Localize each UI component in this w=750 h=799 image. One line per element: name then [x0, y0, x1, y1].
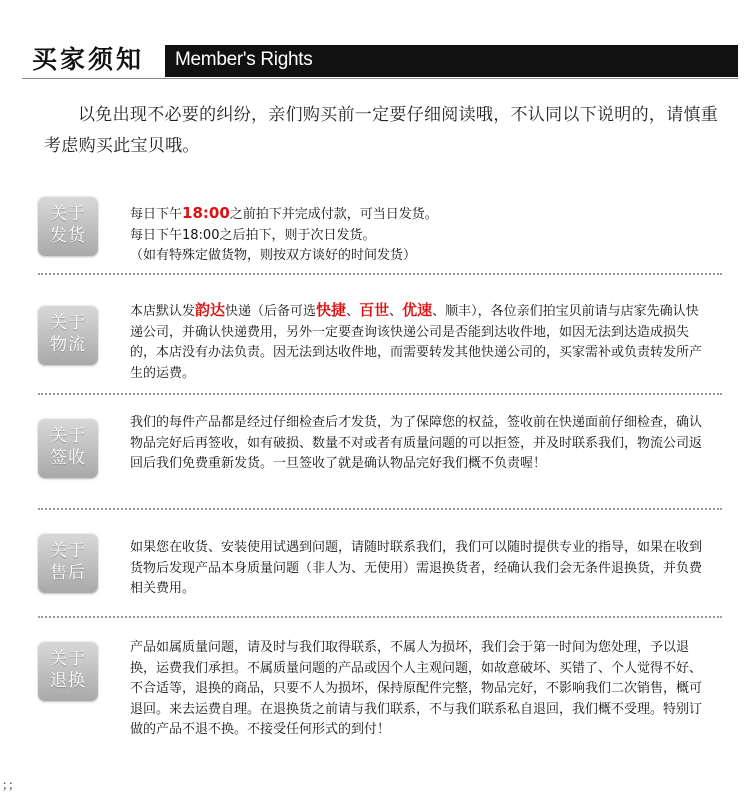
badge-signing	[38, 418, 98, 478]
body-line: 每日下午18:00之后拍下，则于次日发货。	[130, 227, 376, 243]
section-body: 如果您在收货、安装使用试遇到问题，请随时联系我们，我们可以随时提供专业的指导，如果在收到货物后发现产品本身质量问题（非人为、无使用）需退换货者，经确认我们会无条件退换货，并负费相关费用。	[130, 540, 703, 596]
title-cn: 买家须知	[32, 45, 145, 74]
badge-line-2: 签收	[50, 448, 86, 468]
badge-line-2: 退换	[50, 671, 86, 691]
badge-after-sales	[38, 533, 98, 593]
dotted-divider	[38, 508, 722, 510]
badge-line-1: 关于	[50, 426, 86, 446]
badge-line-1: 关于	[50, 649, 86, 669]
text-run: 之前拍下并完成付款，可当日发货。	[229, 207, 438, 222]
title-en: Member's Rights	[175, 49, 313, 70]
courier-highlight: 快捷	[316, 301, 347, 319]
header	[22, 36, 738, 80]
badge-line-2: 物流	[50, 335, 86, 355]
badge-line-1: 关于	[50, 313, 86, 333]
badge-returns	[38, 641, 98, 701]
courier-highlight: 百世	[359, 301, 390, 319]
section-body: 我们的每件产品都是经过仔细检查后才发货，为了保障您的权益，签收前在快递面前仔细检查，确认物品完好后再签收，如有破损、数量不对或者有质量问题的可以拒签，并及时联系我们，物流公司返回后我们免费重新发货。一旦签收了就是确认物品完好我们概不负责喔！	[130, 415, 703, 471]
section-body	[130, 203, 708, 267]
body-line	[130, 203, 708, 226]
corner-mark: ；；	[2, 778, 21, 792]
badge-line-2: 售后	[50, 563, 86, 583]
highlight-time: 18:00	[182, 204, 230, 222]
dotted-divider	[38, 273, 722, 275]
text-run: 、	[346, 304, 360, 319]
courier-highlight: 韵达	[195, 301, 226, 319]
badge-line-1: 关于	[50, 541, 86, 561]
badge-line-1: 关于	[50, 204, 86, 224]
intro-paragraph: 以免出现不必要的纠纷，亲们购买前一定要仔细阅读哦，不认同以下说明的，请慎重考虑购买此宝贝哦。	[44, 105, 719, 156]
dotted-divider	[38, 393, 722, 395]
dotted-divider	[38, 616, 722, 618]
section-body	[130, 300, 708, 384]
text-run: 、	[389, 304, 403, 319]
badge-logistics	[38, 305, 98, 365]
badge-line-2: 发货	[50, 226, 86, 246]
header-rule	[22, 78, 738, 79]
body-line: （如有特殊定做货物，则按双方谈好的时间发货）	[130, 248, 417, 263]
courier-highlight: 优速	[402, 301, 433, 319]
text-run: 、顺丰），各位亲们拍宝贝前请与店家先确认快递公司，并确认快递费用，另外一定要查询该快递公司是否能到达收件地，如因无法到达造成损失的，本店没有办法负责。因无法到达收件地，而需要转发其他快递公司的，买家需补或负责转发所产生的运费。	[130, 304, 703, 381]
title-band	[165, 45, 738, 77]
text-run: 本店默认发	[130, 304, 196, 319]
badge-shipping	[38, 196, 98, 256]
text-run: 每日下午	[130, 207, 183, 222]
text-run: 快递（后备可选	[225, 304, 317, 319]
section-body: 产品如属质量问题，请及时与我们取得联系，不属人为损坏，我们会于第一时间为您处理，予以退换，运费我们承担。不属质量问题的产品或因个人主观问题，如故意破坏、买错了、个人觉得不好、不合适等，退换的商品，只要不人为损坏，保持原配件完整，物品完好，不影响我们二次销售，概可退回。来去运费自理。在退换货之前请与我们联系，不与我们联系私自退回，我们概不受理。特别订做的产品不退不换。不接受任何形式的到付！	[130, 640, 703, 737]
